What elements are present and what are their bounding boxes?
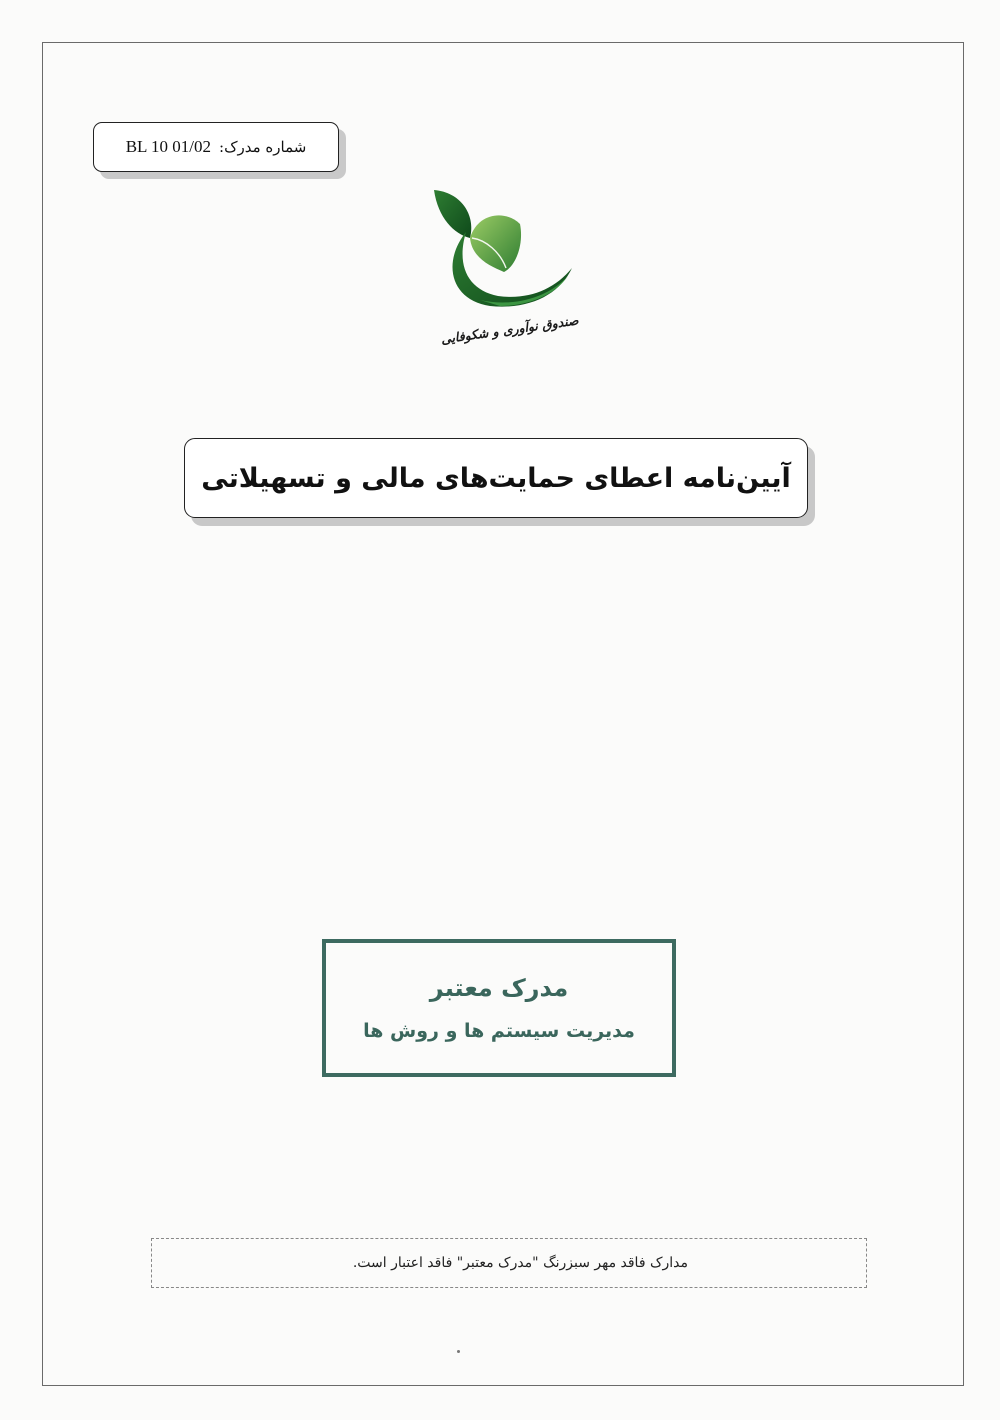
document-title: آیین‌نامه اعطای حمایت‌های مالی و تسهیلاتی bbox=[201, 462, 791, 494]
stamp-subtitle: مدیریت سیستم ها و روش ها bbox=[363, 1020, 635, 1042]
sprout-leaf-icon bbox=[420, 182, 590, 352]
logo-caption: صندوق نوآوری و شکوفایی bbox=[440, 312, 580, 347]
validity-notice-text: مدارک فاقد مهر سبزرنگ "مدرک معتبر" فاقد اعتبار است. bbox=[352, 1255, 688, 1271]
logo bbox=[420, 182, 590, 352]
page-dot bbox=[457, 1350, 460, 1353]
document-number-label: شماره مدرک: bbox=[219, 138, 307, 156]
valid-document-stamp bbox=[322, 939, 676, 1077]
document-number-value: BL 10 01/02 bbox=[125, 137, 212, 156]
validity-notice bbox=[151, 1238, 867, 1288]
title-box bbox=[184, 438, 808, 518]
document-number-box bbox=[93, 122, 339, 172]
stamp-title: مدرک معتبر bbox=[429, 974, 569, 1002]
